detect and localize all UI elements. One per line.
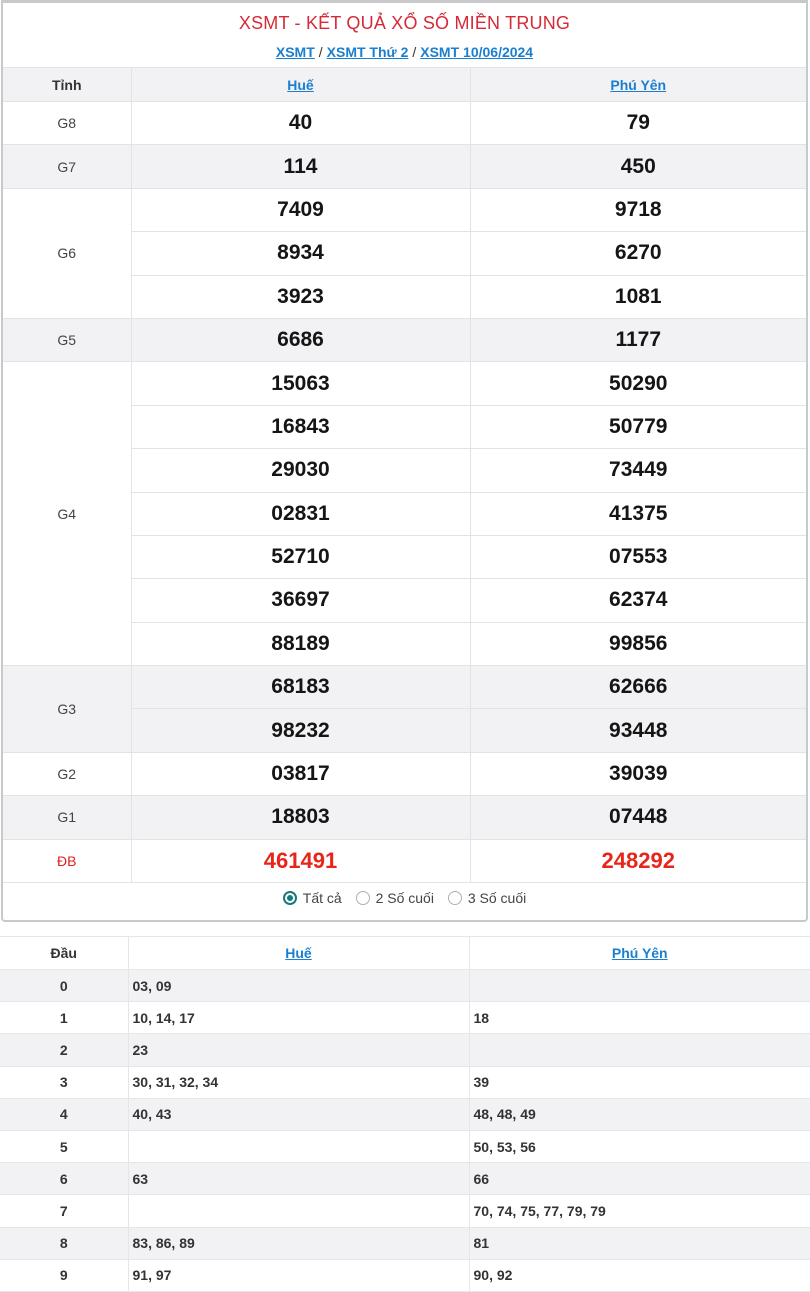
loto-values-hue: 91, 97 bbox=[128, 1259, 469, 1291]
prize-row-g6 bbox=[3, 188, 806, 231]
loto-row bbox=[0, 1163, 810, 1195]
loto-row bbox=[0, 970, 810, 1002]
prize-row-g1 bbox=[3, 796, 806, 839]
loto-values-hue: 63 bbox=[128, 1163, 469, 1195]
breadcrumb-separator: / bbox=[318, 44, 323, 60]
filter-option-label: 2 Số cuối bbox=[375, 890, 434, 906]
loto-values-hue: 23 bbox=[128, 1034, 469, 1066]
head-digit: 7 bbox=[0, 1195, 128, 1227]
prize-row-g4 bbox=[3, 362, 806, 405]
loto-values-hue: 83, 86, 89 bbox=[128, 1227, 469, 1259]
prize-number: 15063 bbox=[131, 362, 470, 405]
loto-head-table bbox=[0, 936, 810, 1292]
loto-province-link-hue[interactable]: Huế bbox=[285, 945, 312, 961]
prize-number: 3923 bbox=[131, 275, 470, 318]
head-digit-column-header: Đầu bbox=[0, 937, 128, 970]
prize-label: G1 bbox=[3, 796, 131, 839]
radio-selected-icon[interactable] bbox=[283, 891, 297, 905]
head-digit: 1 bbox=[0, 1002, 128, 1034]
prize-label: G4 bbox=[3, 362, 131, 666]
loto-province-link-phu-yen[interactable]: Phú Yên bbox=[611, 945, 668, 961]
prize-number: 62666 bbox=[470, 666, 806, 709]
head-digit: 9 bbox=[0, 1259, 128, 1291]
loto-values-phu-yen: 18 bbox=[469, 1002, 810, 1034]
breadcrumb-separator: / bbox=[412, 44, 417, 60]
prize-label: G8 bbox=[3, 102, 131, 145]
results-card bbox=[1, 0, 808, 922]
loto-values-hue bbox=[128, 1195, 469, 1227]
prize-number: 8934 bbox=[131, 232, 470, 275]
loto-values-hue: 10, 14, 17 bbox=[128, 1002, 469, 1034]
prize-number: 1177 bbox=[470, 318, 806, 361]
head-digit: 4 bbox=[0, 1098, 128, 1130]
filter-option-last-3[interactable] bbox=[448, 890, 526, 906]
province-link-hue[interactable]: Huế bbox=[287, 76, 314, 93]
loto-row bbox=[0, 1002, 810, 1034]
prize-number: 02831 bbox=[131, 492, 470, 535]
loto-values-hue: 03, 09 bbox=[128, 970, 469, 1002]
breadcrumb-xsmt-date[interactable]: XSMT 10/06/2024 bbox=[420, 44, 534, 60]
radio-unselected-icon[interactable] bbox=[448, 891, 462, 905]
prize-number: 450 bbox=[470, 145, 806, 188]
prize-row-g8 bbox=[3, 102, 806, 145]
loto-row bbox=[0, 1227, 810, 1259]
prize-row-g2 bbox=[3, 752, 806, 795]
prize-label: G2 bbox=[3, 752, 131, 795]
loto-values-phu-yen bbox=[469, 1034, 810, 1066]
province-column-header: Tỉnh bbox=[3, 68, 131, 102]
loto-row bbox=[0, 1098, 810, 1130]
loto-row bbox=[0, 1259, 810, 1291]
prize-number: 6686 bbox=[131, 318, 470, 361]
prize-number: 03817 bbox=[131, 752, 470, 795]
prize-number: 93448 bbox=[470, 709, 806, 752]
prize-number: 50779 bbox=[470, 405, 806, 448]
prize-number: 68183 bbox=[131, 666, 470, 709]
breadcrumb-xsmt[interactable]: XSMT bbox=[275, 44, 315, 60]
prize-number: 40 bbox=[131, 102, 470, 145]
prize-number: 99856 bbox=[470, 622, 806, 665]
prize-number: 41375 bbox=[470, 492, 806, 535]
digit-filter bbox=[3, 890, 806, 908]
prize-number: 07448 bbox=[470, 796, 806, 839]
prize-row-g7 bbox=[3, 145, 806, 188]
prize-number: 79 bbox=[470, 102, 806, 145]
prize-number: 36697 bbox=[131, 579, 470, 622]
loto-row bbox=[0, 1066, 810, 1098]
prize-row-g5 bbox=[3, 318, 806, 361]
filter-option-label: Tất cả bbox=[302, 890, 342, 906]
prize-number: 62374 bbox=[470, 579, 806, 622]
results-header-row bbox=[3, 68, 806, 102]
prize-number: 88189 bbox=[131, 622, 470, 665]
loto-values-phu-yen: 48, 48, 49 bbox=[469, 1098, 810, 1130]
loto-values-phu-yen: 50, 53, 56 bbox=[469, 1130, 810, 1162]
prize-number: 7409 bbox=[131, 188, 470, 231]
head-digit: 3 bbox=[0, 1066, 128, 1098]
province-link-phu-yen[interactable]: Phú Yên bbox=[610, 76, 667, 93]
results-table bbox=[3, 67, 806, 883]
special-prize-label: ĐB bbox=[3, 839, 131, 882]
loto-values-phu-yen: 90, 92 bbox=[469, 1259, 810, 1291]
prize-number: 52710 bbox=[131, 535, 470, 578]
page-title: XSMT - KẾT QUẢ XỔ SỐ MIỀN TRUNG bbox=[238, 13, 571, 33]
filter-option-last-2[interactable] bbox=[356, 890, 434, 906]
loto-values-phu-yen: 81 bbox=[469, 1227, 810, 1259]
loto-values-phu-yen: 66 bbox=[469, 1163, 810, 1195]
head-digit: 5 bbox=[0, 1130, 128, 1162]
prize-number: 18803 bbox=[131, 796, 470, 839]
prize-label: G5 bbox=[3, 318, 131, 361]
loto-row bbox=[0, 1130, 810, 1162]
loto-values-hue: 40, 43 bbox=[128, 1098, 469, 1130]
filter-option-label: 3 Số cuối bbox=[467, 890, 527, 906]
loto-header-row bbox=[0, 937, 810, 970]
prize-label: G3 bbox=[3, 666, 131, 753]
prize-number: 07553 bbox=[470, 535, 806, 578]
radio-unselected-icon[interactable] bbox=[356, 891, 370, 905]
prize-number: 73449 bbox=[470, 449, 806, 492]
loto-values-phu-yen: 70, 74, 75, 77, 79, 79 bbox=[469, 1195, 810, 1227]
loto-row bbox=[0, 1195, 810, 1227]
prize-row-special bbox=[3, 839, 806, 882]
breadcrumb bbox=[3, 44, 806, 60]
loto-values-hue: 30, 31, 32, 34 bbox=[128, 1066, 469, 1098]
prize-row-g3 bbox=[3, 666, 806, 709]
loto-values-phu-yen bbox=[469, 970, 810, 1002]
prize-number: 1081 bbox=[470, 275, 806, 318]
prize-number: 6270 bbox=[470, 232, 806, 275]
loto-row bbox=[0, 1034, 810, 1066]
prize-label: G6 bbox=[3, 188, 131, 318]
prize-number: 98232 bbox=[131, 709, 470, 752]
head-digit: 2 bbox=[0, 1034, 128, 1066]
special-prize-number: 461491 bbox=[131, 839, 470, 882]
prize-number: 50290 bbox=[470, 362, 806, 405]
prize-number: 39039 bbox=[470, 752, 806, 795]
filter-option-all[interactable] bbox=[283, 890, 342, 906]
special-prize-number: 248292 bbox=[470, 839, 806, 882]
loto-values-phu-yen: 39 bbox=[469, 1066, 810, 1098]
prize-label: G7 bbox=[3, 145, 131, 188]
head-digit: 6 bbox=[0, 1163, 128, 1195]
loto-values-hue bbox=[128, 1130, 469, 1162]
prize-number: 114 bbox=[131, 145, 470, 188]
breadcrumb-xsmt-thu-2[interactable]: XSMT Thứ 2 bbox=[326, 44, 409, 60]
head-digit: 8 bbox=[0, 1227, 128, 1259]
prize-number: 9718 bbox=[470, 188, 806, 231]
prize-number: 29030 bbox=[131, 449, 470, 492]
prize-number: 16843 bbox=[131, 405, 470, 448]
head-digit: 0 bbox=[0, 970, 128, 1002]
